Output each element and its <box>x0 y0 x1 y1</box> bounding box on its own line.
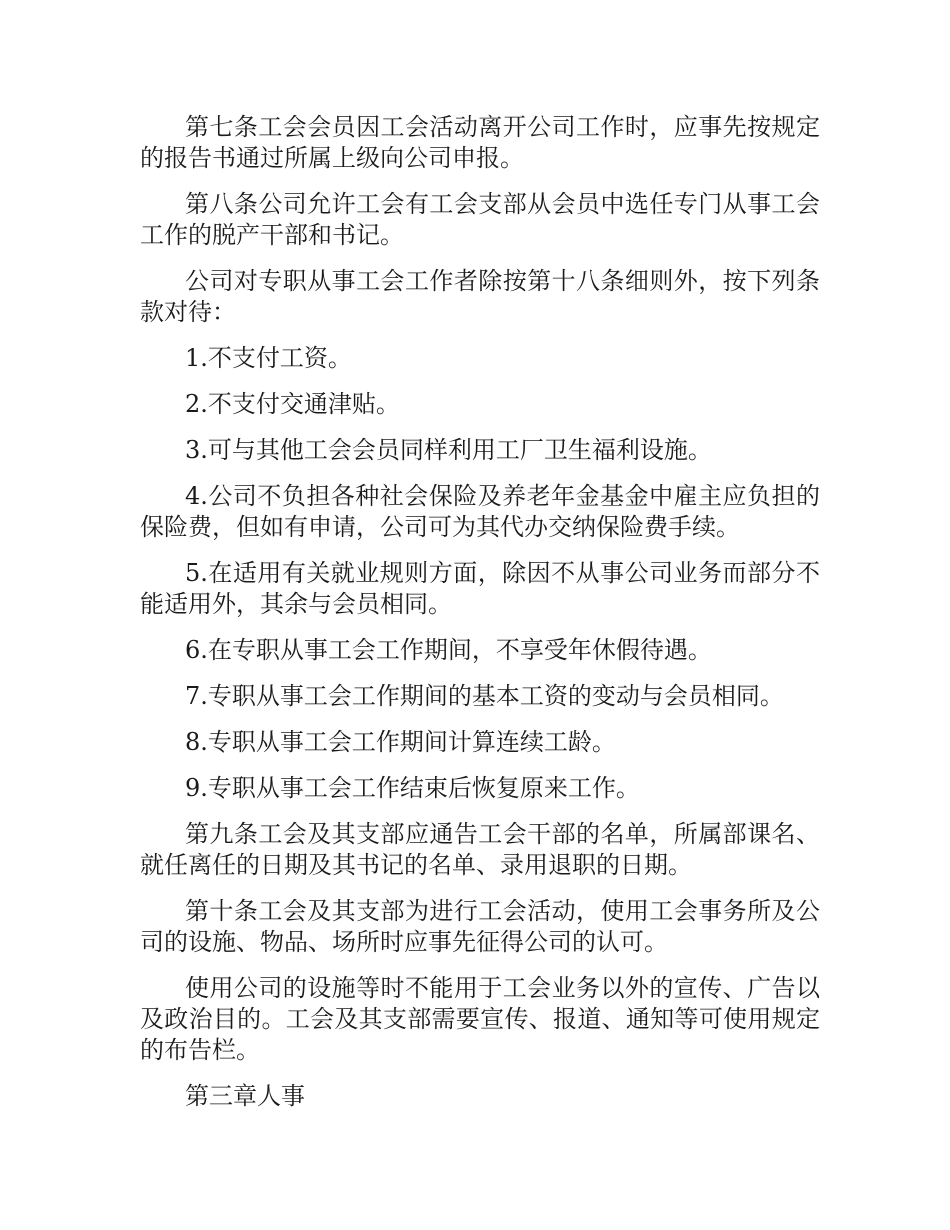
chapter-3-heading: 第三章人事 <box>185 1082 305 1110</box>
list-item-9: 9.专职从事工会工作结束后恢复原来工作。 <box>185 774 640 802</box>
document-page <box>140 112 820 1127</box>
list-item-5: 5.在适用有关就业规则方面，除因不从事公司业务而部分不能适用外，其余与会员相同。 <box>140 559 820 618</box>
list-item-4: 4.公司不负担各种社会保险及养老年金基金中雇主应负担的保险费，但如有申请，公司可为其代办交纳保险费手续。 <box>140 482 820 541</box>
article-10-paragraph: 第十条工会及其支部为进行工会活动，使用工会事务所及公司的设施、物品、场所时应事先征得公司的认可。 <box>140 897 820 956</box>
list-item-2: 2.不支付交通津贴。 <box>185 390 400 418</box>
list-item-8: 8.专职从事工会工作期间计算连续工龄。 <box>185 728 616 756</box>
list-item-3: 3.可与其他工会会员同样利用工厂卫生福利设施。 <box>185 436 712 464</box>
list-item-1: 1.不支付工资。 <box>185 344 352 372</box>
list-item-6: 6.在专职从事工会工作期间，不享受年休假待遇。 <box>185 636 712 664</box>
article-9-paragraph: 第九条工会及其支部应通告工会干部的名单，所属部课名、就任离任的日期及其书记的名单、录用退职的日期。 <box>140 820 820 879</box>
article-8-paragraph: 第八条公司允许工会有工会支部从会员中选任专门从事工会工作的脱产干部和书记。 <box>140 190 820 249</box>
article-7-paragraph: 第七条工会会员因工会活动离开公司工作时，应事先按规定的报告书通过所属上级向公司申报。 <box>140 113 820 172</box>
facility-use-paragraph: 使用公司的设施等时不能用于工会业务以外的宣传、广告以及政治目的。工会及其支部需要宣传、报道、通知等可使用规定的布告栏。 <box>140 974 820 1064</box>
list-item-7: 7.专职从事工会工作期间的基本工资的变动与会员相同。 <box>185 682 784 710</box>
treatment-intro-paragraph: 公司对专职从事工会工作者除按第十八条细则外，按下列条款对待： <box>140 267 820 326</box>
